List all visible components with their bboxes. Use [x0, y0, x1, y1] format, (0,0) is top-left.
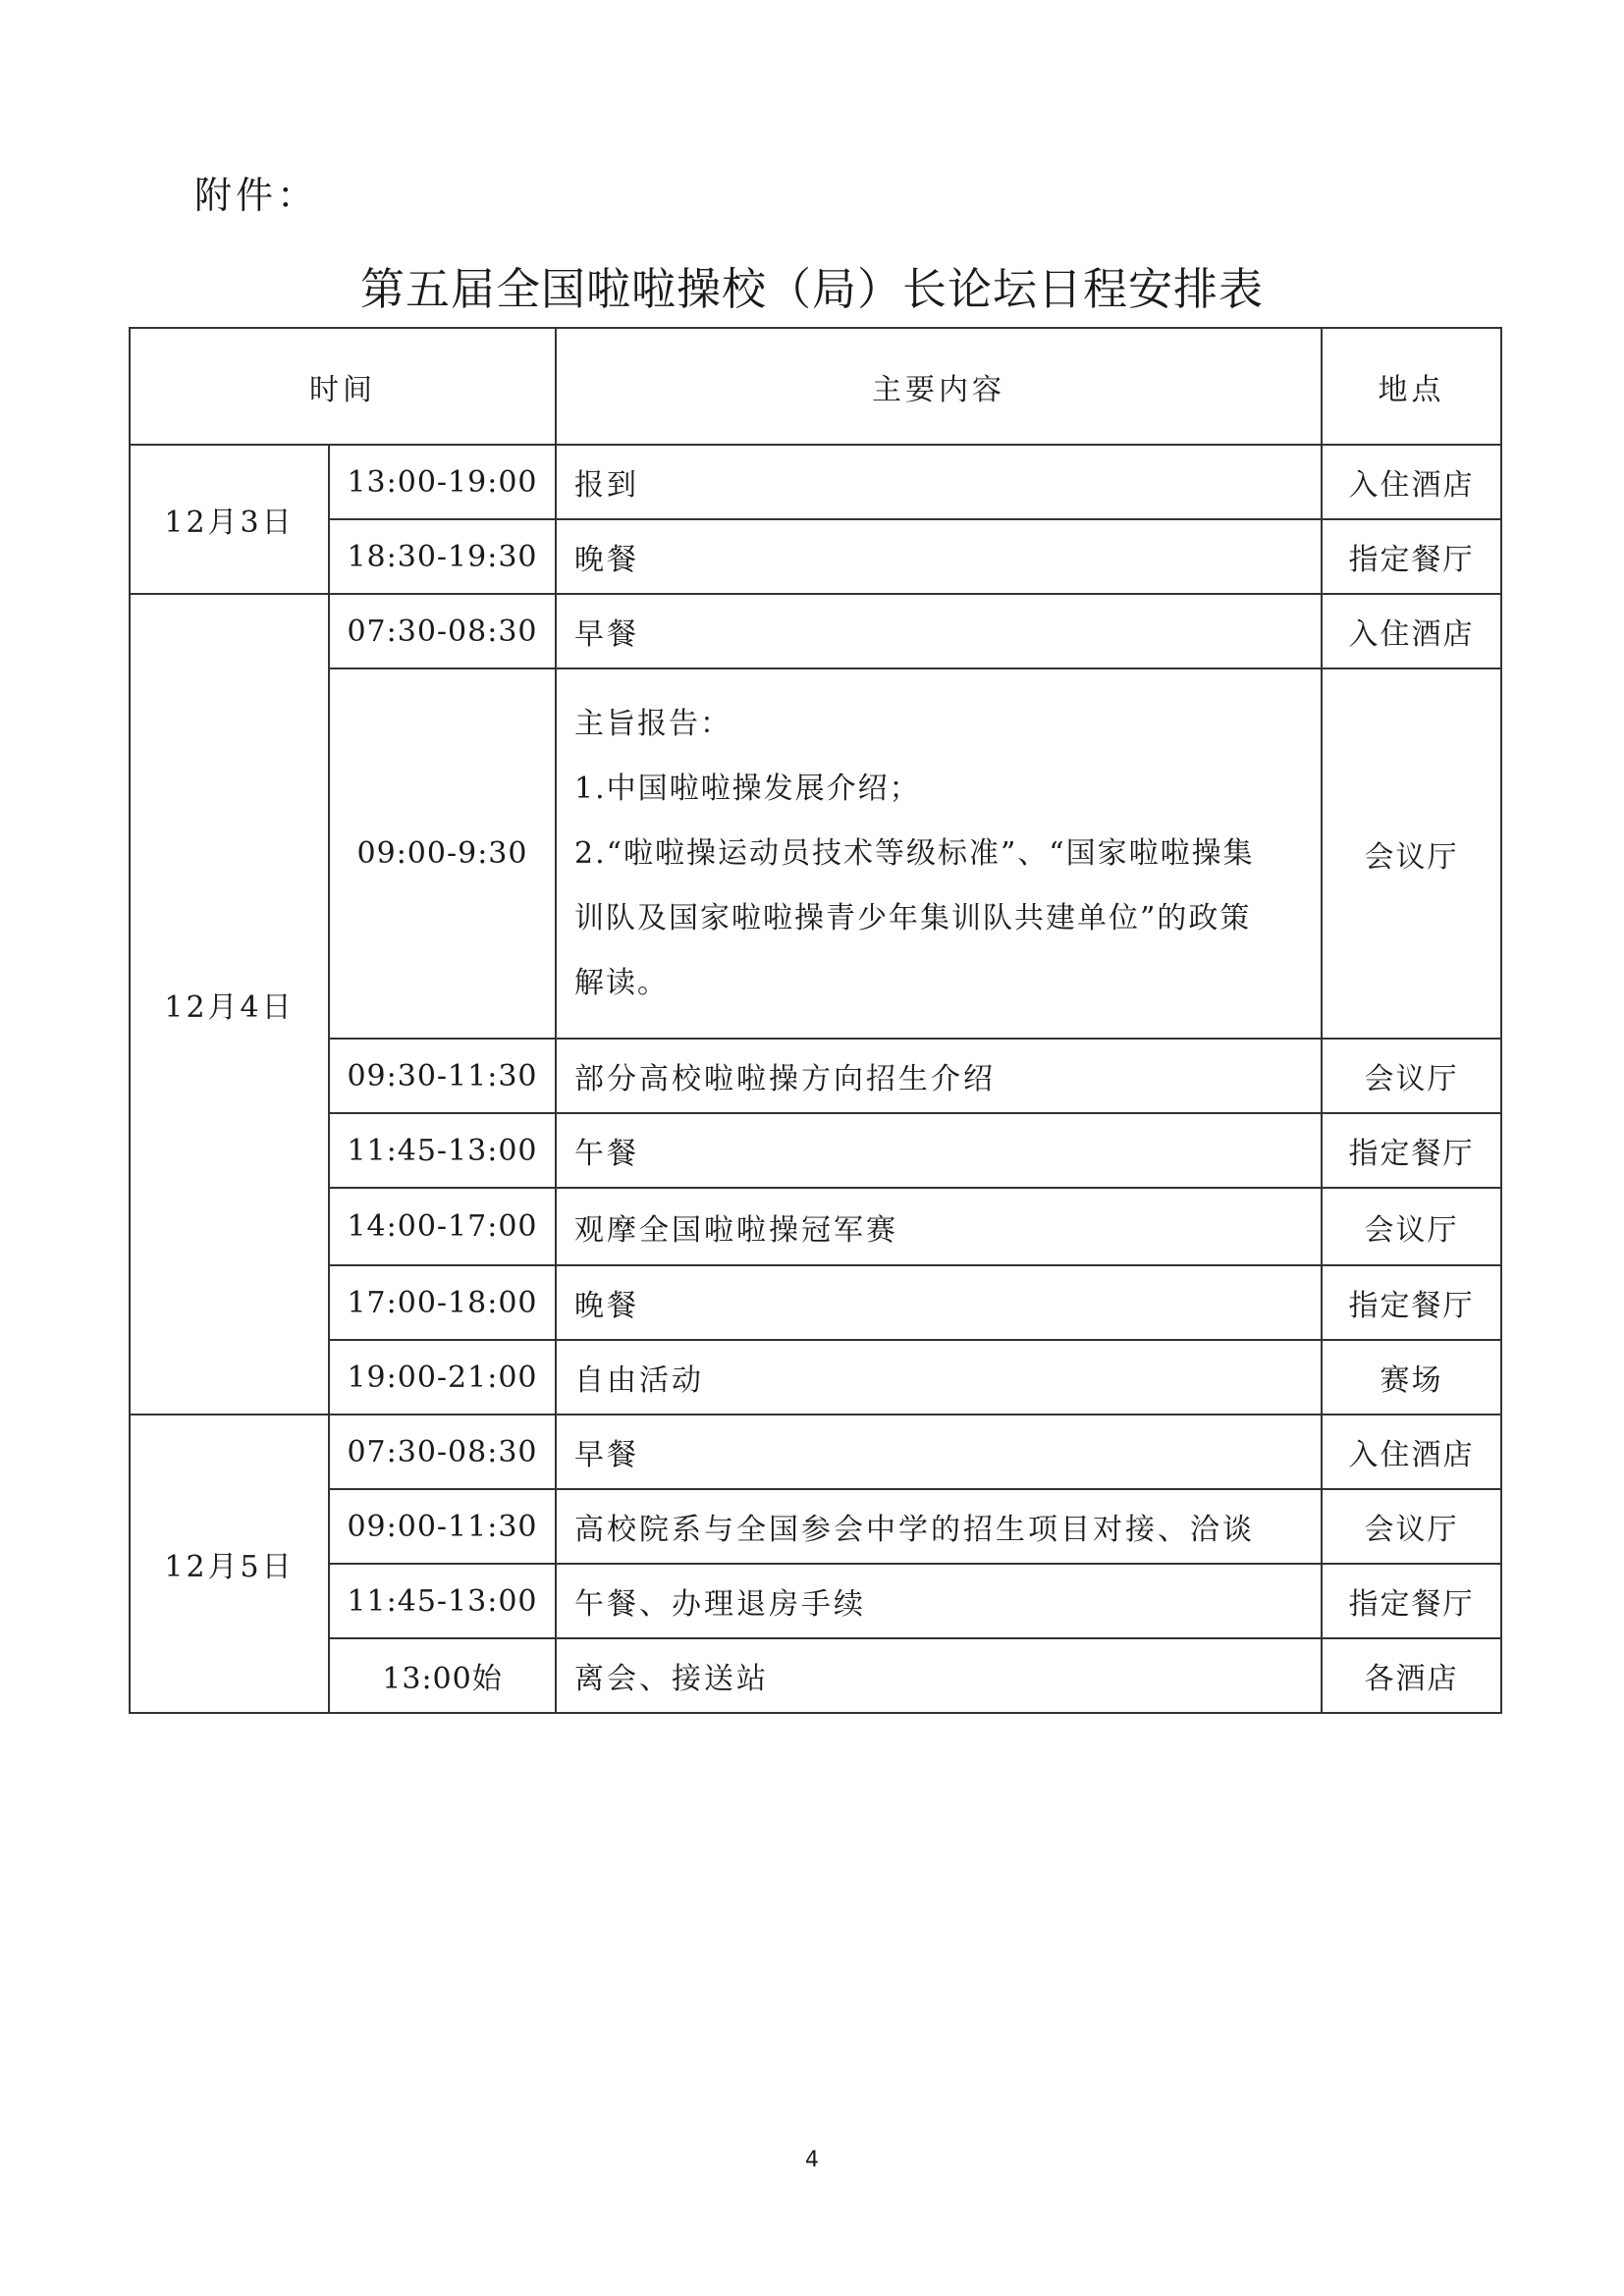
header-content: 主要内容: [556, 328, 1322, 445]
place-cell: 会议厅: [1322, 1188, 1501, 1265]
table-row: [130, 519, 1501, 594]
table-row: [130, 1039, 1501, 1113]
content-cell: 晚餐: [556, 1265, 1322, 1340]
time-cell: 09:30-11:30: [329, 1039, 556, 1113]
date-cell: 12月4日: [130, 594, 329, 1415]
table-row: [130, 1188, 1501, 1265]
time-cell: 19:00-21:00: [329, 1340, 556, 1415]
place-cell: 各酒店: [1322, 1638, 1501, 1713]
content-cell: 自由活动: [556, 1340, 1322, 1415]
content-cell: 观摩全国啦啦操冠军赛: [556, 1188, 1322, 1265]
place-cell: 会议厅: [1322, 1489, 1501, 1564]
content-line: 主旨报告：: [574, 706, 731, 741]
place-cell: 赛场: [1322, 1340, 1501, 1415]
table-row: [130, 1638, 1501, 1713]
table-row: [130, 1564, 1501, 1638]
table-row: [130, 668, 1501, 1039]
content-cell: 离会、接送站: [556, 1638, 1322, 1713]
time-cell: 18:30-19:30: [329, 519, 556, 594]
content-cell: 早餐: [556, 594, 1322, 668]
place-cell: 会议厅: [1322, 1039, 1501, 1113]
time-cell: 14:00-17:00: [329, 1188, 556, 1265]
attachment-label: 附件：: [194, 174, 319, 217]
table-row: [130, 1340, 1501, 1415]
content-line: 解读。: [574, 965, 669, 1000]
time-cell: 13:00始: [329, 1638, 556, 1713]
place-cell: 入住酒店: [1322, 445, 1501, 519]
place-cell: 指定餐厅: [1322, 519, 1501, 594]
table-row: [130, 594, 1501, 668]
header-time: 时间: [130, 328, 556, 445]
time-cell: 13:00-19:00: [329, 445, 556, 519]
content-cell-keynote: [556, 668, 1322, 1039]
header-place: 地点: [1322, 328, 1501, 445]
content-line: 2.“啦啦操运动员技术等级标准”、“国家啦啦操集: [574, 835, 1255, 871]
content-cell: 晚餐: [556, 519, 1322, 594]
place-cell: 会议厅: [1322, 668, 1501, 1039]
place-cell: 指定餐厅: [1322, 1265, 1501, 1340]
place-cell: 指定餐厅: [1322, 1113, 1501, 1188]
schedule-table: [129, 327, 1502, 1714]
content-cell: 早餐: [556, 1415, 1322, 1489]
content-line: 训队及国家啦啦操青少年集训队共建单位”的政策: [574, 900, 1252, 935]
content-cell: 部分高校啦啦操方向招生介绍: [556, 1039, 1322, 1113]
place-cell: 入住酒店: [1322, 594, 1501, 668]
content-cell: 高校院系与全国参会中学的招生项目对接、洽谈: [556, 1489, 1322, 1564]
content-cell: 报到: [556, 445, 1322, 519]
time-cell: 07:30-08:30: [329, 1415, 556, 1489]
table-row: [130, 1489, 1501, 1564]
time-cell: 09:00-11:30: [329, 1489, 556, 1564]
time-cell: 07:30-08:30: [329, 594, 556, 668]
table-row: [130, 445, 1501, 519]
time-cell: 11:45-13:00: [329, 1564, 556, 1638]
table-row: [130, 1415, 1501, 1489]
place-cell: 入住酒店: [1322, 1415, 1501, 1489]
date-cell: 12月3日: [130, 445, 329, 594]
content-cell: 午餐: [556, 1113, 1322, 1188]
table-header-row: [130, 328, 1501, 445]
table-row: [130, 1113, 1501, 1188]
place-cell: 指定餐厅: [1322, 1564, 1501, 1638]
page-number: 4: [805, 2148, 819, 2172]
content-cell: 午餐、办理退房手续: [556, 1564, 1322, 1638]
time-cell: 17:00-18:00: [329, 1265, 556, 1340]
time-cell: 09:00-9:30: [329, 668, 556, 1039]
page-title: 第五届全国啦啦操校（局）长论坛日程安排表: [359, 263, 1264, 315]
table-row: [130, 1265, 1501, 1340]
date-cell: 12月5日: [130, 1415, 329, 1713]
content-line: 1.中国啦啦操发展介绍；: [574, 771, 921, 806]
time-cell: 11:45-13:00: [329, 1113, 556, 1188]
